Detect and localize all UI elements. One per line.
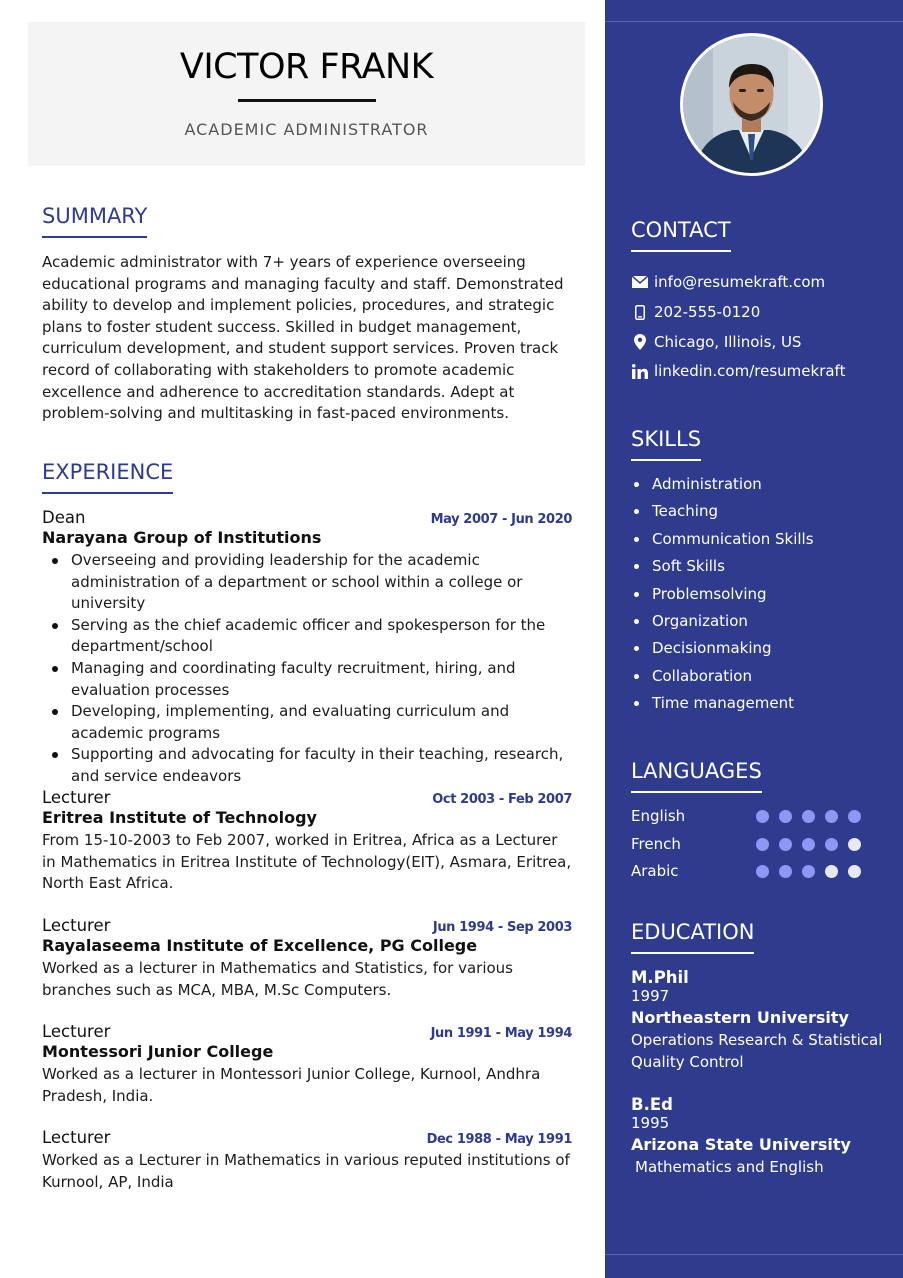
languages-heading: LANGUAGES: [631, 759, 762, 793]
candidate-title: ACADEMIC ADMINISTRATOR: [184, 120, 429, 139]
skill-item: Time management: [631, 693, 814, 720]
rating-dot: [756, 838, 769, 851]
job-role: Lecturer: [42, 1022, 111, 1041]
education-year: 1995: [631, 1114, 670, 1132]
language-row: [631, 862, 861, 880]
summary-heading: SUMMARY: [42, 204, 147, 238]
job-organization: Narayana Group of Institutions: [42, 528, 322, 547]
contact-location: Chicago, Illinois, US: [631, 333, 801, 351]
experience-entry: [42, 916, 572, 1001]
job-dates: Jun 1994 - Sep 2003: [432, 920, 572, 935]
education-year: 1997: [631, 987, 670, 1005]
job-description: From 15-10-2003 to Feb 2007, worked in Eritrea, Africa as a Lecturer in Mathematics in Eritrea Institute of Technology(EIT), Asmara, Eritrea, North East Africa.: [42, 831, 572, 893]
job-bullet: Developing, implementing, and evaluating curriculum and academic programs: [42, 701, 572, 744]
profile-photo-illustration: [683, 36, 820, 173]
location-pin-icon: [631, 333, 649, 351]
language-rating: [756, 810, 861, 823]
job-dates: Dec 1988 - May 1991: [426, 1132, 572, 1147]
skills-list: [631, 474, 814, 721]
skills-heading: SKILLS: [631, 427, 701, 461]
education-school: Northeastern University: [631, 1008, 849, 1027]
job-dates: May 2007 - Jun 2020: [430, 512, 572, 527]
job-organization: Montessori Junior College: [42, 1042, 274, 1061]
skill-item: Problemsolving: [631, 584, 814, 611]
rating-dot: [802, 838, 815, 851]
rating-dot: [756, 810, 769, 823]
sidebar-top-rule: [605, 21, 903, 22]
rating-dot: [779, 838, 792, 851]
rating-dot: [779, 865, 792, 878]
language-rating: [756, 865, 861, 878]
experience-entry: [42, 1022, 572, 1107]
job-bullet: Managing and coordinating faculty recruitment, hiring, and evaluation processes: [42, 658, 572, 701]
skill-item: Organization: [631, 611, 814, 638]
contact-linkedin[interactable]: linkedin.com/resumekraft: [631, 362, 845, 380]
contact-heading-rule: [631, 250, 731, 252]
language-row: [631, 807, 861, 825]
sidebar: [605, 0, 903, 1278]
job-role: Lecturer: [42, 788, 111, 807]
job-description: Worked as a lecturer in Mathematics and Statistics, for various branches such as MCA, MBA, M.Sc Computers.: [42, 959, 513, 999]
rating-dot: [848, 810, 861, 823]
education-degree: B.Ed: [631, 1095, 673, 1114]
experience-heading-rule: [42, 492, 173, 494]
job-dates: Oct 2003 - Feb 2007: [432, 792, 572, 807]
linkedin-icon: [631, 362, 649, 380]
skill-item: Soft Skills: [631, 556, 814, 583]
education-heading: EDUCATION: [631, 920, 754, 954]
rating-dot: [756, 865, 769, 878]
resume-header: [28, 22, 585, 166]
candidate-name: VICTOR FRANK: [179, 47, 434, 87]
language-name: French: [631, 835, 681, 853]
education-degree: M.Phil: [631, 968, 689, 987]
job-role: Lecturer: [42, 1128, 111, 1147]
experience-heading: EXPERIENCE: [42, 460, 173, 494]
job-organization: Rayalaseema Institute of Excellence, PG College: [42, 936, 478, 955]
rating-dot: [825, 865, 838, 878]
contact-email[interactable]: info@resumekraft.com: [631, 273, 825, 291]
education-entry: [631, 1095, 891, 1179]
name-divider: [238, 99, 376, 102]
rating-dot: [825, 838, 838, 851]
experience-entry: [42, 1128, 572, 1193]
languages-heading-rule: [631, 791, 762, 793]
rating-dot: [779, 810, 792, 823]
experience-entry: [42, 788, 572, 895]
skill-item: Communication Skills: [631, 529, 814, 556]
skills-heading-rule: [631, 459, 701, 461]
rating-dot: [802, 865, 815, 878]
experience-entry: [42, 508, 572, 788]
contact-heading: CONTACT: [631, 218, 731, 252]
job-bullet: Serving as the chief academic officer and spokesperson for the department/school: [42, 615, 572, 658]
job-dates: Jun 1991 - May 1994: [430, 1026, 572, 1041]
job-bullet: Supporting and advocating for faculty in their teaching, research, and service endeavors: [42, 744, 572, 787]
rating-dot: [825, 810, 838, 823]
education-field: Mathematics and English: [635, 1158, 824, 1176]
rating-dot: [848, 865, 861, 878]
summary-heading-rule: [42, 236, 147, 238]
skill-item: Administration: [631, 474, 814, 501]
sidebar-bottom-rule: [605, 1254, 903, 1255]
job-bullet: Overseeing and providing leadership for the academic administration of a department or school within a college or university: [42, 550, 572, 615]
phone-icon: [631, 303, 649, 321]
education-entry: [631, 968, 891, 1073]
rating-dot: [848, 838, 861, 851]
language-name: Arabic: [631, 862, 679, 880]
job-role: Dean: [42, 508, 86, 527]
job-bullet-list: [42, 550, 572, 788]
skill-item: Decisionmaking: [631, 638, 814, 665]
language-name: English: [631, 807, 686, 825]
summary-text: Academic administrator with 7+ years of experience overseeing educational programs and managing faculty and staff. Demonstrated ability to develop and implement policies, procedures, and strategic plans to foster student success. Skilled in budget management, curriculum development, and student support services. Proven track record of collaborating with stakeholders to promote academic excellence and adherence to accreditation standards. Adept at problem-solving and multitasking in fast-paced environments.: [42, 253, 564, 423]
skill-item: Teaching: [631, 501, 814, 528]
language-rating: [756, 838, 861, 851]
envelope-icon: [631, 273, 649, 291]
education-school: Arizona State University: [631, 1135, 851, 1154]
language-row: [631, 835, 861, 853]
contact-phone[interactable]: 202-555-0120: [631, 303, 760, 321]
education-field: Operations Research & Statistical Quality Control: [631, 1031, 883, 1071]
education-heading-rule: [631, 952, 754, 954]
profile-photo: [680, 33, 823, 176]
job-description: Worked as a lecturer in Montessori Junior College, Kurnool, Andhra Pradesh, India.: [42, 1065, 541, 1105]
job-description: Worked as a Lecturer in Mathematics in various reputed institutions of Kurnool, AP, India: [42, 1151, 570, 1191]
rating-dot: [802, 810, 815, 823]
skill-item: Collaboration: [631, 666, 814, 693]
job-organization: Eritrea Institute of Technology: [42, 808, 317, 827]
job-role: Lecturer: [42, 916, 111, 935]
